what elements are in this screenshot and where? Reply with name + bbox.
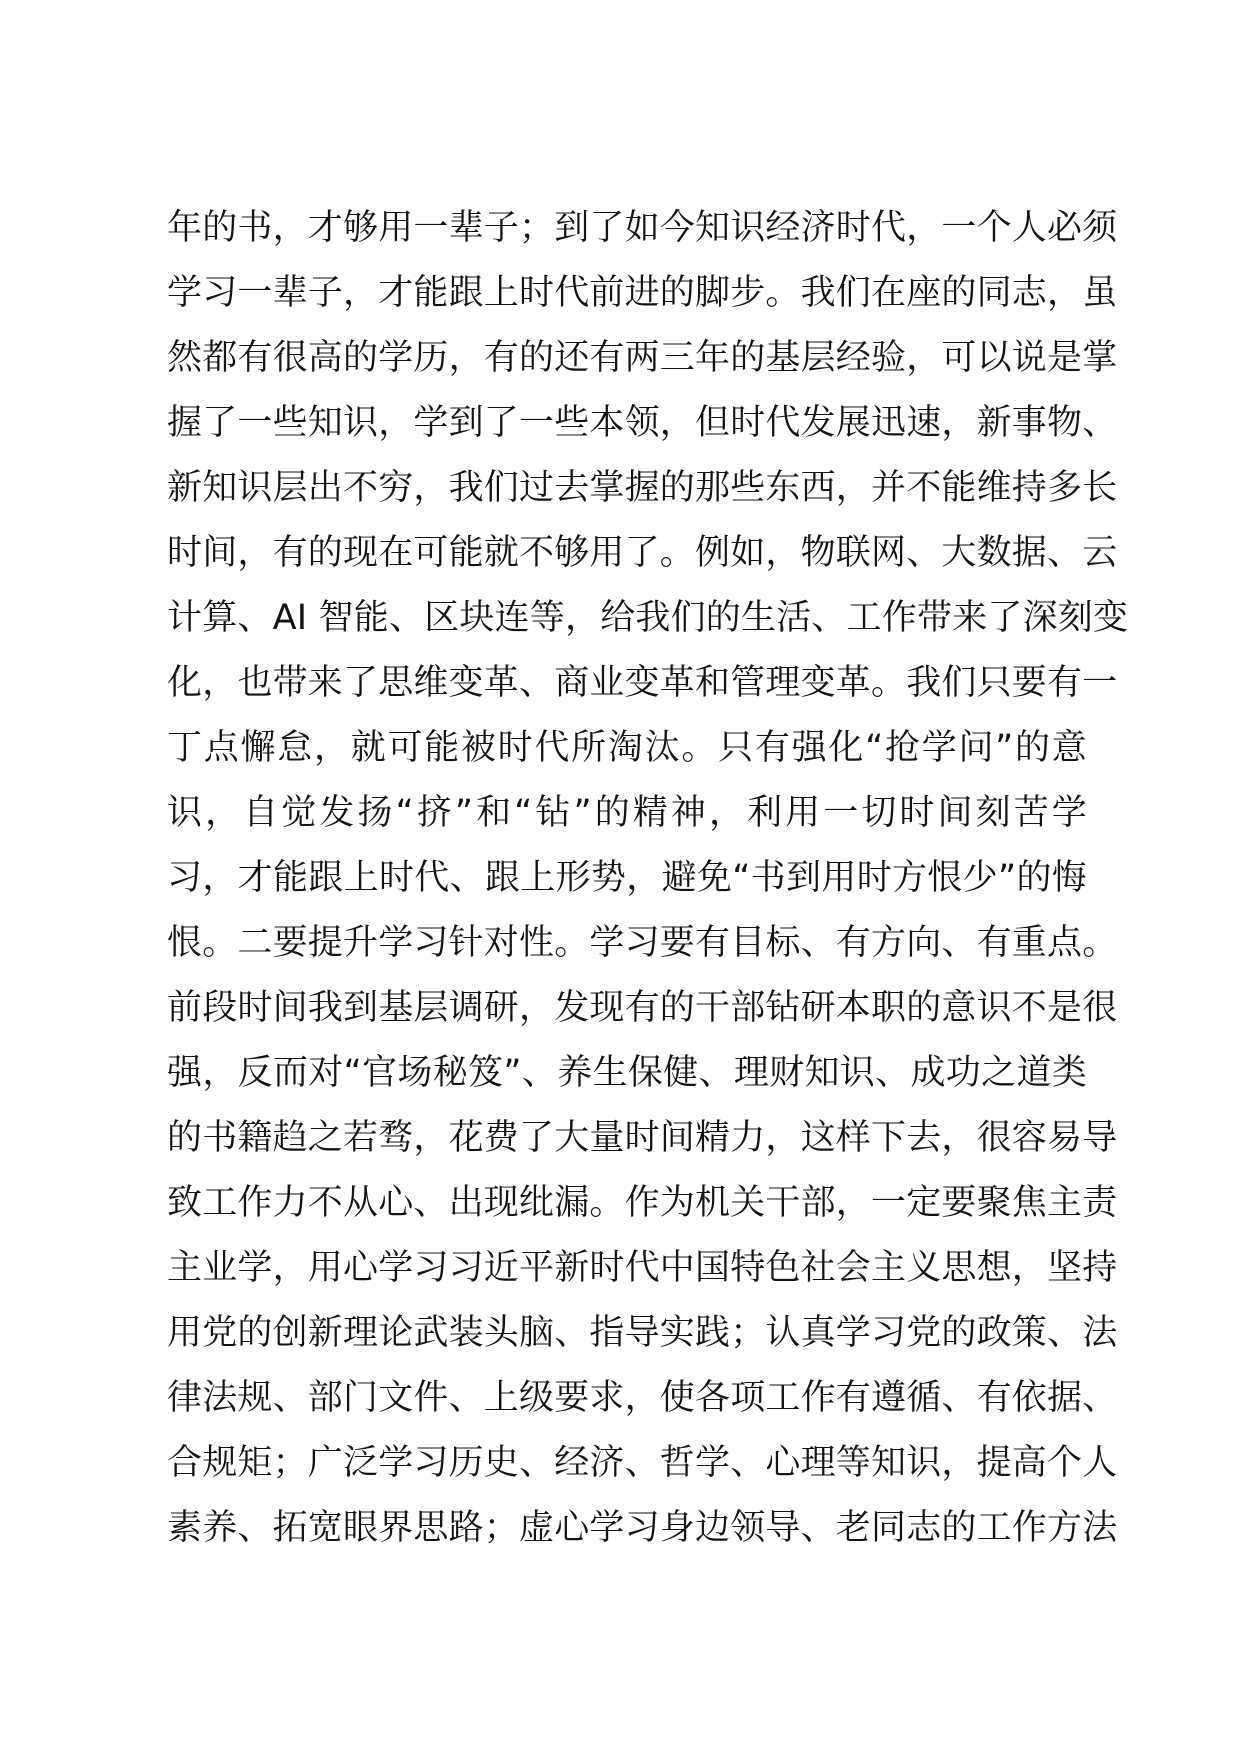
text-line-12: 恨。二要提升学习针对性。学习要有目标、有方向、有重点。: [167, 923, 1118, 963]
text-line-6: 时间，有的现在可能就不够用了。例如，物联网、大数据、云: [167, 533, 1118, 573]
text-line-21: 素养、拓宽眼界思路；虚心学习身边领导、老同志的工作方法: [167, 1508, 1118, 1548]
text-line-19: 律法规、部门文件、上级要求，使各项工作有遵循、有依据、: [167, 1378, 1118, 1418]
text-line-8: 化，也带来了思维变革、商业变革和管理变革。我们只要有一: [167, 663, 1118, 703]
text-line-14: 强，反而对“官场秘笈”、养生保健、理财知识、成功之道类: [167, 1053, 1087, 1093]
text-line-7: 计算、AI 智能、区块连等，给我们的生活、工作带来了深刻变: [167, 598, 1129, 638]
text-line-10: 识，自觉发扬“挤”和“钻”的精神，利用一切时间刻苦学: [167, 793, 1087, 833]
text-line-1: 年的书，才够用一辈子；到了如今知识经济时代，一个人必须: [167, 208, 1118, 248]
text-line-5: 新知识层出不穷，我们过去掌握的那些东西，并不能维持多长: [167, 468, 1118, 508]
text-line-16: 致工作力不从心、出现纰漏。作为机关干部，一定要聚焦主责: [167, 1183, 1118, 1223]
text-line-2: 学习一辈子，才能跟上时代前进的脚步。我们在座的同志，虽: [167, 273, 1118, 313]
text-line-9: 丁点懈怠，就可能被时代所淘汰。只有强化“抢学问”的意: [167, 728, 1087, 768]
text-line-11: 习，才能跟上时代、跟上形势，避免“书到用时方恨少”的悔: [167, 858, 1087, 898]
body-text: [167, 196, 1129, 1561]
text-line-20: 合规矩；广泛学习历史、经济、哲学、心理等知识，提高个人: [167, 1443, 1118, 1483]
text-line-17: 主业学，用心学习习近平新时代中国特色社会主义思想，坚持: [167, 1248, 1118, 1288]
text-line-18: 用党的创新理论武装头脑、指导实践；认真学习党的政策、法: [167, 1313, 1118, 1353]
text-line-4: 握了一些知识，学到了一些本领，但时代发展迅速，新事物、: [167, 403, 1118, 443]
text-line-13: 前段时间我到基层调研，发现有的干部钻研本职的意识不是很: [167, 988, 1118, 1028]
text-line-3: 然都有很高的学历，有的还有两三年的基层经验，可以说是掌: [167, 338, 1118, 378]
text-line-15: 的书籍趋之若骛，花费了大量时间精力，这样下去，很容易导: [167, 1118, 1118, 1158]
